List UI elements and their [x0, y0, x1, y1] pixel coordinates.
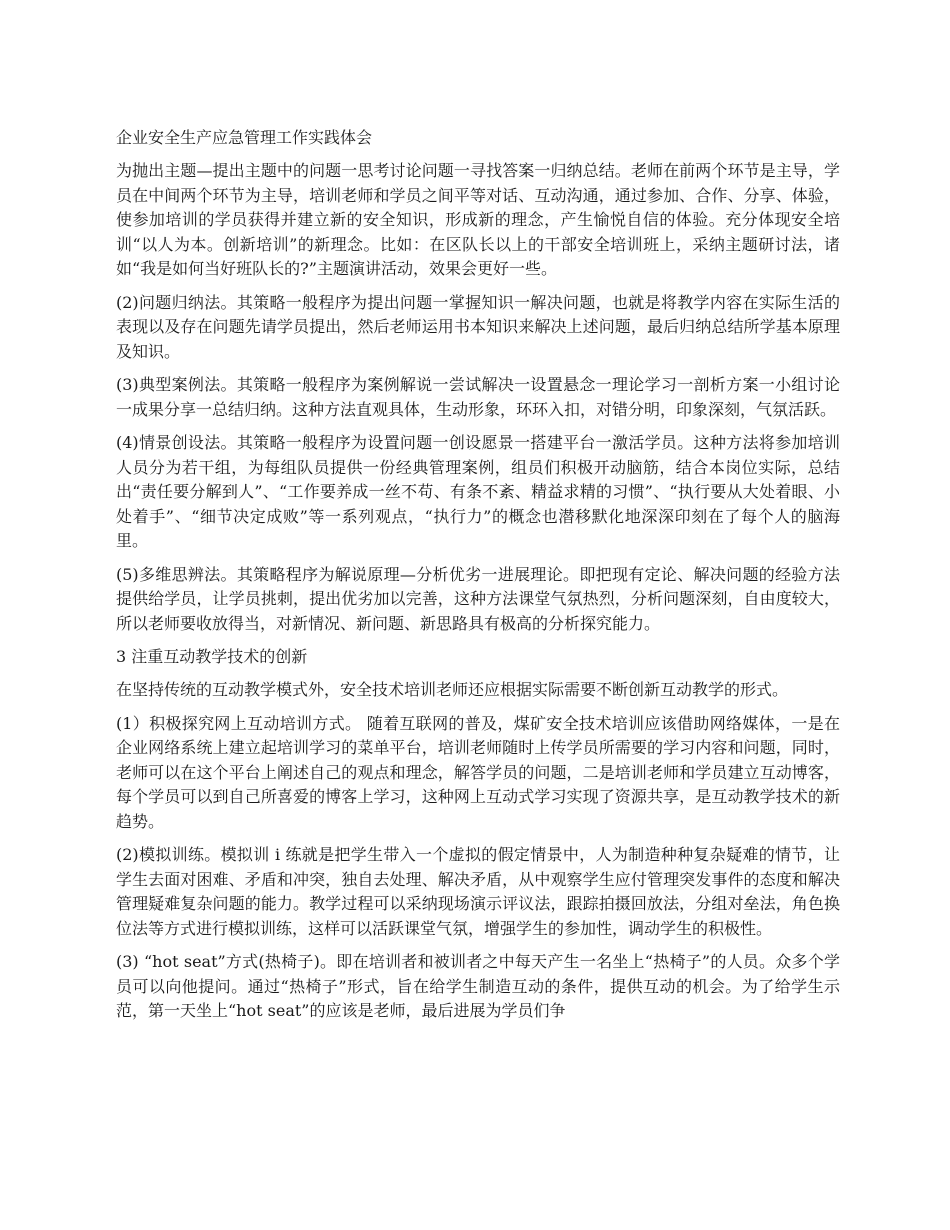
paragraph-dialectic-method: (5)多维思辨法。其策略程序为解说原理—分析优劣一进展理论。即把现有定论、解决问题的经验方法提供给学员，让学员挑刺，提出优劣加以完善，这种方法课堂气氛热烈，分析问题深刻，自由度较大，所以老师要收放得当，对新情况、新问题、新思路具有极高的分析探究能力。: [116, 564, 840, 633]
paragraph-case-method: (3)典型案例法。其策略一般程序为案例解说一尝试解决一设置悬念一理论学习一剖析方案一小组讨论一成果分享一总结归纳。这种方法直观具体，生动形象，环环入扣，对错分明，印象深刻，气氛活跃。: [116, 375, 840, 419]
paragraph-hot-seat: (3) “hot seat”方式(热椅子)。即在培训者和被训者之中每天产生一名坐上“热椅子”的人员。众多个学员可以向他提问。通过“热椅子”形式，旨在给学生制造互动的条件，提供互动的机会。为了给学生示范，第一天坐上“hot seat”的应该是老师，最后进展为学员们争: [116, 952, 840, 1020]
paragraph-innovation-intro: 在坚持传统的互动教学模式外，安全技术培训老师还应根据实际需要不断创新互动教学的形式。: [116, 680, 789, 699]
document-title: 企业安全生产应急管理工作实践体会: [116, 128, 373, 147]
paragraph-simulation-training: (2)模拟训练。模拟训 i 练就是把学生带入一个虚拟的假定情景中，人为制造种种复杂疑难的情节，让学生去面对困难、矛盾和冲突，独自去处理、解决矛盾，从中观察学生应付管理突发事件的态度和解决管理疑难复杂问题的能力。教学过程可以采纳现场演示评议法，跟踪拍摄回放法，分组对垒法，角色换位法等方式进行模拟训练，这样可以活跃课堂气氛，增强学生的参加性，调动学生的积极性。: [116, 845, 840, 938]
section-heading: 3 注重互动教学技术的创新: [116, 647, 308, 666]
paragraph-scenario-method: (4)情景创设法。其策略一般程序为设置问题一创设愿景一搭建平台一激活学员。这种方法将参加培训人员分为若干组，为每组队员提供一份经典管理案例，组员们积极开动脑筋，结合本岗位实际，总结出“责任要分解到人”、“工作要养成一丝不苟、有条不紊、精益求精的习惯”、“执行要从大处着眼、小处着手”、“细节决定成败”等一系列观点，“执行力”的概念也潜移默化地深深印刻在了每个人的脑海里。: [116, 433, 840, 550]
paragraph-intro: 为抛出主题—提出主题中的问题一思考讨论问题一寻找答案一归纳总结。老师在前两个环节是主导，学员在中间两个环节为主导，培训老师和学员之间平等对话、互动沟通，通过参加、合作、分享、体验，使参加培训的学员获得并建立新的安全知识，形成新的理念，产生愉悦自信的体验。充分体现安全培训“以人为本。创新培训”的新理念。比如：在区队长以上的干部安全培训班上，采纳主题研讨法，诸如“我是如何当好班队长的?”主题演讲活动，效果会更好一些。: [116, 161, 840, 278]
paragraph-online-training: (1）积极探究网上互动培训方式。 随着互联网的普及，煤矿安全技术培训应该借助网络媒体，一是在企业网络系统上建立起培训学习的菜单平台，培训老师随时上传学员所需要的学习内容和问题，同时，老师可以在这个平台上阐述自己的观点和理念，解答学员的问题，二是培训老师和学员建立互动博客，每个学员可以到自己所喜爱的博客上学习，这种网上互动式学习实现了资源共享，是互动教学技术的新趋势。: [116, 713, 840, 831]
paragraph-problem-induction: (2)问题归纳法。其策略一般程序为提出问题一掌握知识一解决问题，也就是将教学内容在实际生活的表现以及存在问题先请学员提出，然后老师运用书本知识来解决上述问题，最后归纳总结所学基本原理及知识。: [116, 292, 840, 361]
document-page: [116, 126, 840, 1033]
